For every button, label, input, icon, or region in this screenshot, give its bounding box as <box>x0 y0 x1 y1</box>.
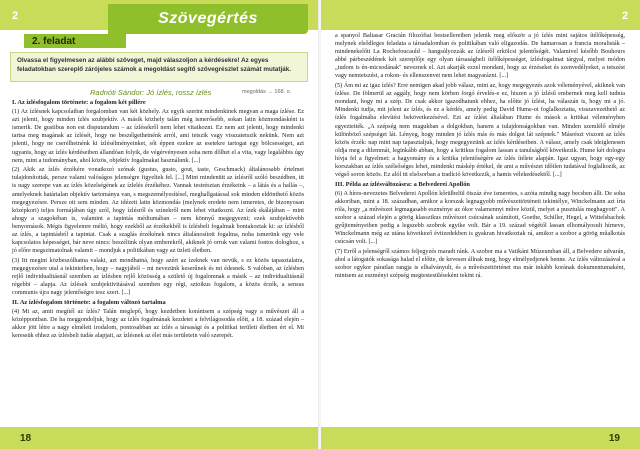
paragraph: (5) Ám mi az igaz ízlés? Erre nemigen akad jobb válasz, mint az, hogy megegyezés azok véleményével, akiknek van ízlése. De fölmerül az aggály, hogy nem körben forgó érvelés-e ez, hiszen a jó ízlésű embernek meg kell tudnia mondani, hogy mi a szép. De csak akkor igazodhatunk ehhez, ha előtte jó ízlést, ha válaszán is, hogy mi a jó. Mindenki tudja, mit jelent az ízlés, és ez a kérdés, amely pedig David Hume-ot foglalkoztatta, visszavezethető az ízlés fogalmába elevítési bekövetkezésével. Ezt az ízlést általában Hume és mások a kritikai véleményben egyeztették. „A szépség nem magukban a dolgokban, hanem a tulajdonságokban van. Minden szemlélő elméje különböző szépséget lát. Lényeg, hogy minden jó ízlés más és más dolgot lát szépnek." Másrészt viszont az ízlés közös érzék: nap mint nap tapasztaljuk, hogy megegyezünk az ízlés kérdéseiben. A válasz, amely csak ideiglenesen oldja meg a dilemmát, leginkább abban, hogy a kritikus fogalom lassan a tanulságból következik. Hume két dologra hívja fel a figyelmet: a hagyomány és a kritika jelentőségére az ízlés ítélete alapján. Igaz ugyan, hogy egy-egy korszakban az ízlés szélsőséges lehet, mindenki máskép értékel, de ami a művészet időtlen tudatával foglalkozik, az végső soron közös. Ez alól itt elsősorban a tradíció következik, a hamis vélekedésektől. [...] <box>335 82 625 179</box>
right-page <box>321 0 640 449</box>
paragraph: (4) Mi az, amit megítél az ízlés? Talán meglepő, hogy kezdetben korántsem a szépség vagy a művészet áll a középpontban. De ha meggondoljuk, hogy az ízlés fogalmának kezdetei a felvilágosodás előtt, a 18. század elején – akkor jött létre a nagy elméleti irodalom, pontosabban az ízlés a társasági és a politikai területi életben ért el. Mi keressük ehhez az ízlésbeli tudás alapjait, az ízlésnek az élet más területein való szerepét. <box>12 307 304 340</box>
paragraph: (3) Itt megint közbeszólhatna valaki, azt mondhatná, hogy azért az ízeknek van nevük, s ez közös tapasztalatra, megegyezésre utal a tekintetben, hogy – nagyjából – mi nevezünk keserűnek és mi édesnek. S valóban, az ízlésben rejlő individualitásnál szemben az ízlésben rejlő közösség a születő új fogalomnak a másik – az individualitásnál régebbi – alapja. Az ízlések szubjektivitásával szemben egy régi, sztoikus fogalom, a közös érzék, a sensus communis újra nagy jelentőségre tesz szert. [...] <box>12 256 304 297</box>
header-band <box>321 0 640 30</box>
section-heading: III. Példa az ízlésváltozásra: a Belvederei Apollón <box>335 180 470 188</box>
section-heading: II. Az ízlésfogalom története: a fogalom változó tartalma <box>12 298 166 306</box>
footer-band <box>0 427 319 449</box>
right-text-column <box>335 32 625 282</box>
footer-band <box>321 427 640 449</box>
section-banner: Szövegértés <box>108 4 308 34</box>
paragraph: (1) Az ízlésnek kapcsolatban forgalomban van két közhely. Az egyik szerint mindenkinek megvan a maga ízlése. Ez azt jelenti, hogy minden ízlés szubjektív. A másik közhely talán még ismerősebb, sokan latin közmondásként is ismerik. De gustibus non est disputandum – az ízlésekről nem lehet vitatkozni. Ez nem azt jelenti, hogy mindenki tartsa meg magának az ízlését, hogy ne beszélgethetnénk arról, ami tetszik vagy visszatetszik nekünk. Nem azt jelenti, hogy ne cserélhetnénk ki ízlésélményeinket, sőt éppen ezekre az esetekre tartogat egy bölcsességet, azt ugyanis, hogy az ízlés kérdéseiben állandóan folyik, de végérvényesen soha nem dőlhet el a vita, vagy legalábbis úgy nem, mint a tudományban, ahol közös, objektív fogalmakat használunk. [...] <box>12 108 304 164</box>
paragraph: a spanyol Baltasar Gracián filozófiai bestsellereiben jelenik meg először a jó ízlés mint sajátos ítélőképesség, melynek elsődleges feladata a társadalomban és politikában való eligazodás. De hamarosan a francia moralisták – mindenekelőtt La Rochefoucauld – hangsúlyozzák az ízlésről erkölcsi jelentőségét. Valamivel később Bouhours abbé párbeszédének két szereplője egy olyan társaságbeli ítélőképességet, ízlésfogalmat tárgyal, melyet módon „tudom is én-micsodának" neveznek el. Azt akarják ezzel mondani, hogy az érzéseket és szenvedélyeket, a tetszést vagy nemtetszést, a rokon- és ellenszenvet nem lehet magyarázni. [...] <box>335 32 625 80</box>
paragraph: (7) Erről a jelenségről számos feljegyzés maradt ránk. A szobor ma a Vatikáni Múzeumban áll, a Belvedere udvarán, ahol a látogatók sokasága halad el előtte, de kevesen állnak meg, hogy elmélyedjenek benne. Az ízlés változásával a szobor egykor páratlan rangja is elhalványult, és a művészettörténet ma már inkább korának dokumentumaként, mintsem az eszményi szépség megtestesüléseként tekint rá. <box>335 247 625 280</box>
text-author-title: Radnóti Sándor: Jó ízlés, rossz ízlés <box>90 88 212 97</box>
solution-reference: megoldás → 168. o. <box>242 89 292 95</box>
left-text-column <box>12 98 304 342</box>
chapter-tab: 2 <box>621 10 629 22</box>
task-title: 2. feladat <box>24 34 126 48</box>
section-heading: I. Az ízlésfogalom története: a fogalom két pillére <box>12 99 146 106</box>
task-instructions: Olvassa el figyelmesen az alábbi szöveget, majd válaszoljon a kérdésekre! Az egyes feladatokban szereplő zárójeles számok a megoldást segítő szövegrészlet számát mutatják. <box>10 52 308 82</box>
paragraph: (6) A híres-nevezetes Belvederei Apollón kőrülbelül ötszáz éve ismeretes, s azóta mindig nagy becsben állt. De soha akkoriban, mint a 18. században, amikor a korszak legnagyobb művészettörténeti tekintélye, Winckelmann azt írta róla, hogy „a művészet legmagasabb eszménye az ókor valamennyi műve közül, melyet a pusztulás meghagyott". A szobor a század elején a görög klasszikus művészet csúcsának számított, Goethe, Schiller, Hegel, a Wittelsbachok gyűjteményeiben pedig a legszebb szobrok egyike volt. Bár a 19. század végétől lassan elhomályosult hírneve, Winckelmann még az utána következő évtizedekben is gyakran hivatkoztak rá, amikor a szobor a görög műalkotás csúcsán volt. [...] <box>335 189 625 246</box>
paragraph: (2) Akik az ízlés érzékére vonatkozó szónak (gustus, gusto, gout, taste, Geschmack) általánosabb értelmet tulajdonítottak, persze valami valóságos jelenségre figyeltek fel. [...] Mint mindenütt az ízlésről szóló beszédben, itt is nagy szerepe van az ízlés közelségének az ízlelés érzékéhez. Vannak testrésztan érzékeink – a látás és a hallás –, amelyeknek határtalan objektív tartománya van, s megszemélyesítésel, meghallgatással sok minden eldönthető közös megegyezésre. Persze ott sem minden. Az idézett latin közmondás (melynek eredete nem ismeretes, de bizonyosan középkori) teljes formájában úgy szól, hogy ízlésről és színekről nem lehet vitatkozni. Az ízek skálájában – mint ahogy a szagokéban is, valamint a tapintás médiumában – nem könnyű megegyezni; ezek szubjektívebb benyomások. Mégis figyelemre méltó, hogy ezekből az érzékekből is ízlésbeli fogalmak bontakoztak ki: az ízlésből az ízlés, a tapintásból a tapintat. Csak a szaglás érzékének nincs általánosított fogalma, noha ismerünk egy vele kapcsolatos képességet, bár neve nincs: beszélünk olyan emberekről, akiknek jó orruk van valami fontos dologhoz, s jó előre megszimatolnak valamit – mondjuk a politikában vagy az üzleti életben. <box>12 166 304 255</box>
page-number: 19 <box>608 433 620 444</box>
page-number: 18 <box>20 433 32 444</box>
chapter-tab: 2 <box>11 10 19 22</box>
left-page <box>0 0 319 449</box>
